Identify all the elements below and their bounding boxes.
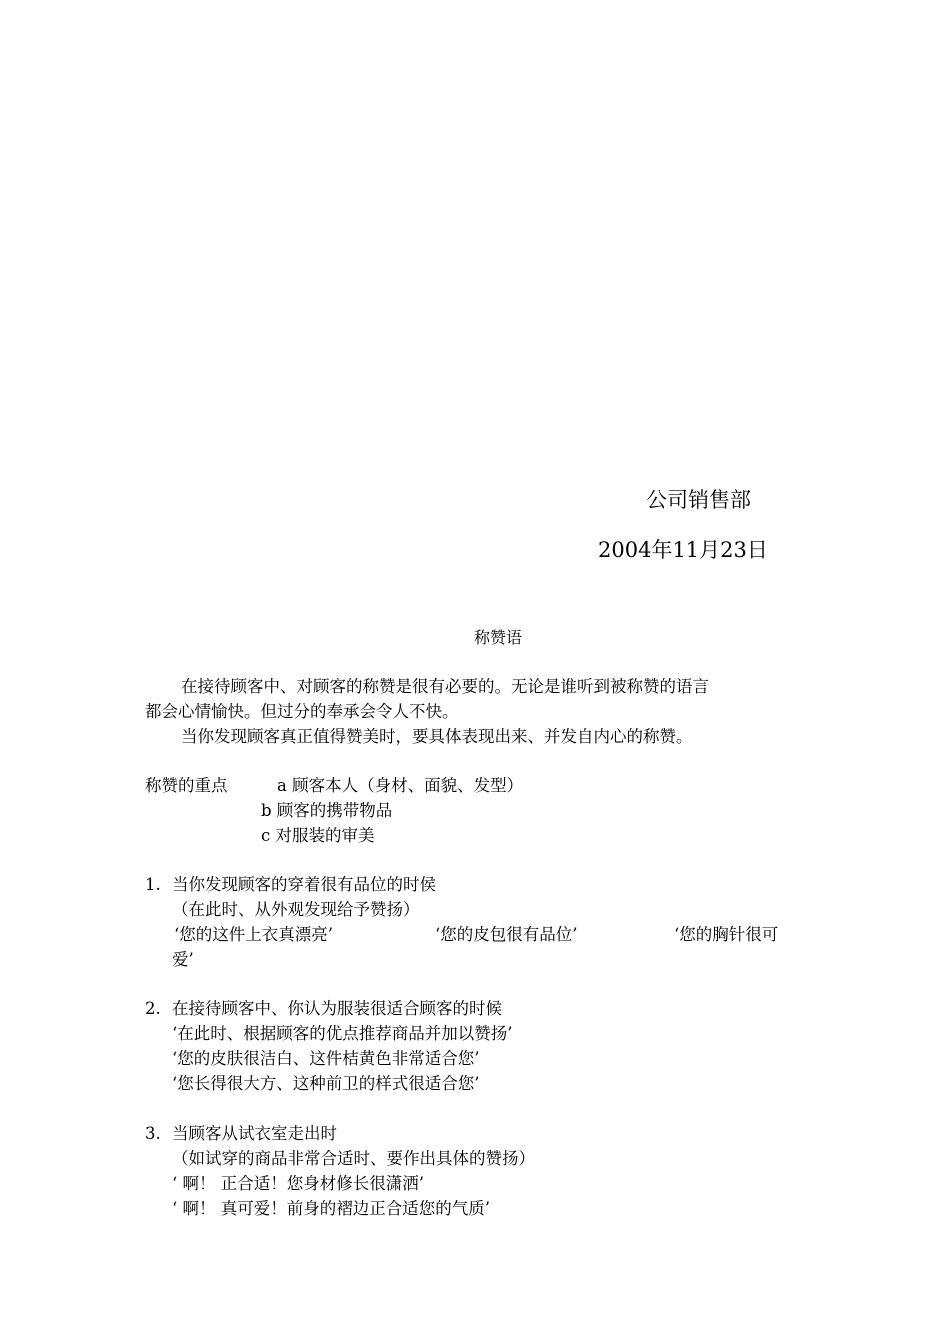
section-1-number: 1.	[145, 875, 161, 894]
intro-paragraph-1-line-2: 都会心情愉快。但过分的奉承会令人不快。	[145, 702, 459, 721]
section-2-number: 2.	[145, 999, 161, 1018]
section-2-quote-1: ‘您的皮肤很洁白、这件桔黄色非常适合您’	[172, 1049, 480, 1068]
intro-paragraph-1	[145, 674, 810, 724]
section-1-quote-3-continued: 爱’	[172, 950, 194, 969]
section-3-quote-1: ‘ 啊！ 正合适！您身材修长很潇洒’	[172, 1174, 424, 1193]
section-2-quote-2: ‘您长得很大方、这种前卫的样式很适合您’	[172, 1074, 480, 1093]
section-2-heading: 在接待顾客中、你认为服装很适合顾客的时候	[172, 999, 502, 1018]
section-1-quote-1: ‘您的这件上衣真漂亮’	[174, 925, 333, 944]
document-date: 2004年11月23日	[598, 538, 768, 562]
section-1-heading: 当你发现顾客的穿着很有品位的时侯	[172, 875, 436, 894]
intro-paragraph-1-line-1: 在接待顾客中、对顾客的称赞是很有必要的。无论是谁听到被称赞的语言	[181, 677, 709, 696]
section-1-quote-2: ‘您的皮包很有品位’	[435, 925, 578, 944]
section-3-number: 3.	[145, 1124, 161, 1143]
section-1-quote-row	[172, 922, 812, 947]
focus-label: 称赞的重点	[145, 776, 228, 795]
section-1-note: （在此时、从外观发现给予赞扬）	[172, 900, 420, 919]
section-3-quote-2: ‘ 啊！ 真可爱！前身的褶边正合适您的气质’	[172, 1199, 490, 1218]
section-2-note: ‘在此时、根据顾客的优点推荐商品并加以赞扬’	[172, 1024, 513, 1043]
section-3-heading: 当顾客从试衣室走出时	[172, 1124, 337, 1143]
intro-paragraph-2: 当你发现顾客真正值得赞美时，要具体表现出来、并发自内心的称赞。	[181, 727, 693, 746]
focus-item-c: c 对服装的审美	[261, 826, 375, 845]
section-1-quote-3: ‘您的胸针很可	[674, 925, 779, 944]
document-title: 称赞语	[473, 628, 522, 647]
department-name: 公司销售部	[646, 488, 751, 512]
section-3-note: （如试穿的商品非常合适时、要作出具体的赞扬）	[172, 1149, 535, 1168]
focus-item-a: a 顾客本人（身材、面貌、发型）	[277, 776, 524, 795]
focus-item-b: b 顾客的携带物品	[261, 801, 393, 820]
